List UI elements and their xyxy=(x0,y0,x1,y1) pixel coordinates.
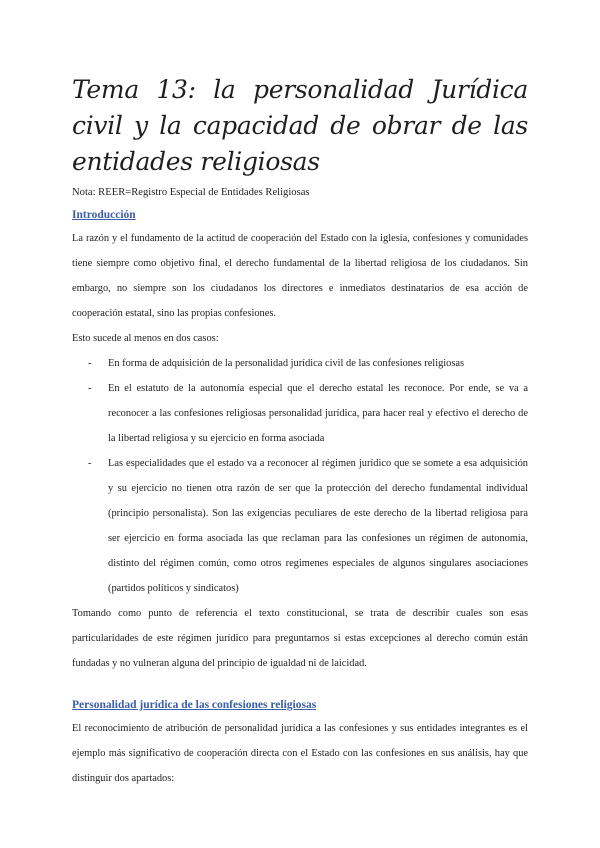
list-item xyxy=(88,451,528,601)
document-title: Tema 13: la personalidad Jurídica civil y la capacidad de obrar de las entidades religiosas xyxy=(72,75,528,176)
section-heading-personalidad: Personalidad jurídica de las confesiones religiosas xyxy=(72,699,317,711)
paragraph: El reconocimiento de atribución de personalidad jurídica a las confesiones y sus entidades integrantes es el ejemplo más significativo de cooperación directa con el Estado con las confesiones en sus análisis, hay que distinguir dos apartados: xyxy=(72,723,528,784)
note-text: Nota: REER=Registro Especial de Entidades Religiosas xyxy=(72,187,310,198)
section-introduccion xyxy=(72,204,528,676)
paragraph: Tomando como punto de referencia el texto constitucional, se trata de describir cuales son esas particularidades de este régimen jurídico para preguntarnos si estas excepciones al derecho común están fundadas y no vulneran alguna del principio de igualdad ni de laicidad. xyxy=(72,608,528,669)
list-item-text: Las especialidades que el estado va a reconocer al régimen jurídico que se somete a esa adquisición y su ejercicio no tienen otra razón de ser que la protección del derecho fundamental individual (principio personalista). Son las exigencias peculiares de este derecho de la libertad religiosa para ser ejercicio en forma asociada las que reclaman para las confesiones un régimen de autonomía, distinto del régimen común, como otros regimenes especiales de algunos singulares asociaciones (partidos políticos y sindicatos) xyxy=(108,458,528,594)
section-personalidad-juridica xyxy=(72,694,528,791)
paragraph: La razón y el fundamento de la actitud de cooperación del Estado con la iglesia, confesiones y comunidades tiene siempre como objetivo final, el derecho fundamental de la libertad religiosa de los ciudadanos. Sin embargo, no siempre son los ciudadanos los directores e inmediatos destinatarios de esa acción de cooperación estatal, sino las propias confesiones. xyxy=(72,233,528,319)
bullet-marker: - xyxy=(88,358,92,369)
list-item-text: En forma de adquisición de la personalidad jurídica civil de las confesiones religiosas xyxy=(108,358,465,369)
bullet-list xyxy=(72,351,528,601)
bullet-marker: - xyxy=(88,383,92,394)
bullet-marker: - xyxy=(88,458,92,469)
section-heading-introduccion: Introducción xyxy=(72,209,136,221)
list-item-text: En el estatuto de la autonomía especial que el derecho estatal les reconoce. Por ende, se va a reconocer a las confesiones religiosas personalidad jurídica, para hacer real y efectivo el derecho de la libertad religiosa y su ejercicio en forma asociada xyxy=(108,383,528,444)
list-item xyxy=(88,351,528,376)
paragraph: Esto sucede al menos en dos casos: xyxy=(72,333,219,344)
list-item xyxy=(88,376,528,451)
